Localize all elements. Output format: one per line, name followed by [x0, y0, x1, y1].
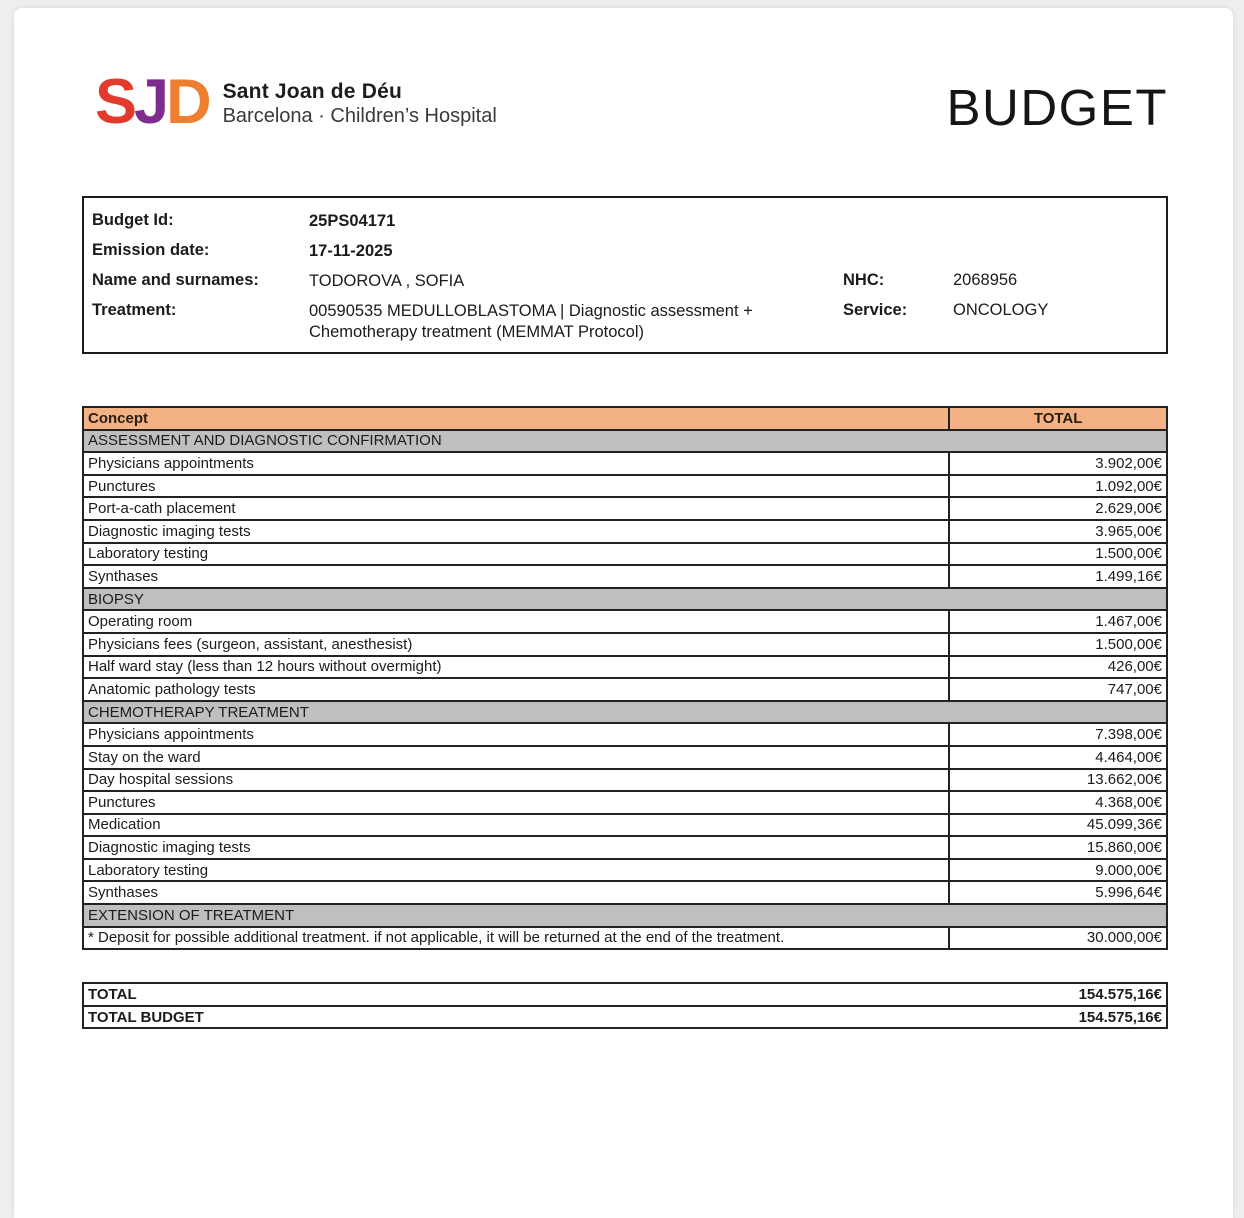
table-row [83, 678, 1167, 701]
service-value: ONCOLOGY [953, 301, 1049, 319]
concept-cell: Diagnostic imaging tests [83, 836, 949, 859]
logo-text [223, 76, 497, 128]
budget-info-box [82, 196, 1168, 354]
table-row [83, 610, 1167, 633]
sjd-logo-icon [95, 67, 209, 137]
totals-table [82, 982, 1168, 1029]
amount-cell: 7.398,00€ [949, 723, 1167, 746]
concept-column-header: Concept [83, 407, 949, 430]
concept-cell: Physicians appointments [83, 452, 949, 475]
amount-cell: 1.092,00€ [949, 475, 1167, 498]
total-label: TOTAL BUDGET [83, 1006, 951, 1029]
table-header-row [83, 407, 1167, 430]
concept-cell: Synthases [83, 565, 949, 588]
total-row [83, 1006, 1167, 1029]
concept-cell: Operating room [83, 610, 949, 633]
concept-cell: * Deposit for possible additional treatment. if not applicable, it will be returned at the end of the treatment. [83, 927, 949, 950]
concept-cell: Physicians appointments [83, 723, 949, 746]
amount-cell: 3.965,00€ [949, 520, 1167, 543]
table-row [83, 881, 1167, 904]
amount-cell: 4.368,00€ [949, 791, 1167, 814]
concept-cell: Punctures [83, 791, 949, 814]
hospital-logo [95, 67, 497, 137]
table-row [83, 723, 1167, 746]
concept-cell: Medication [83, 814, 949, 837]
concept-cell: Day hospital sessions [83, 769, 949, 792]
amount-cell: 426,00€ [949, 656, 1167, 679]
nhc-value: 2068956 [953, 271, 1018, 289]
table-row [83, 497, 1167, 520]
amount-cell: 1.500,00€ [949, 543, 1167, 566]
service-label: Service: [843, 301, 908, 319]
patient-name-label: Name and surnames: [92, 271, 259, 289]
amount-cell: 4.464,00€ [949, 746, 1167, 769]
treatment-label: Treatment: [92, 301, 177, 319]
amount-cell: 15.860,00€ [949, 836, 1167, 859]
concept-cell: Laboratory testing [83, 859, 949, 882]
table-row [83, 475, 1167, 498]
totals-table-body [83, 983, 1167, 1028]
amount-cell: 9.000,00€ [949, 859, 1167, 882]
amount-cell: 45.099,36€ [949, 814, 1167, 837]
logo-letter-j: J [134, 67, 167, 137]
section-label: CHEMOTHERAPY TREATMENT [83, 701, 1167, 724]
table-row [83, 859, 1167, 882]
nhc-label: NHC: [843, 271, 885, 289]
concept-cell: Synthases [83, 881, 949, 904]
info-row-patient-name [92, 265, 1166, 295]
info-row-treatment [92, 295, 1166, 343]
logo-letter-s: S [95, 67, 135, 137]
concept-cell: Diagnostic imaging tests [83, 520, 949, 543]
section-row [83, 588, 1167, 611]
emission-date-label: Emission date: [92, 241, 210, 259]
table-row [83, 814, 1167, 837]
section-row [83, 430, 1167, 453]
total-label: TOTAL [83, 983, 951, 1006]
document-header [95, 67, 1168, 148]
budget-id-label: Budget Id: [92, 211, 174, 229]
section-row [83, 701, 1167, 724]
section-label: ASSESSMENT AND DIAGNOSTIC CONFIRMATION [83, 430, 1167, 453]
concept-cell: Punctures [83, 475, 949, 498]
page-title: BUDGET [946, 79, 1168, 136]
table-row [83, 769, 1167, 792]
table-row [83, 633, 1167, 656]
budget-table-body [83, 430, 1167, 950]
total-amount: 154.575,16€ [951, 983, 1167, 1006]
amount-cell: 5.996,64€ [949, 881, 1167, 904]
concept-cell: Port-a-cath placement [83, 497, 949, 520]
patient-name-value: TODOROVA , SOFIA [309, 272, 465, 290]
amount-cell: 3.902,00€ [949, 452, 1167, 475]
concept-cell: Laboratory testing [83, 543, 949, 566]
amount-cell: 2.629,00€ [949, 497, 1167, 520]
table-row [83, 520, 1167, 543]
concept-cell: Stay on the ward [83, 746, 949, 769]
section-row [83, 904, 1167, 927]
total-column-header: TOTAL [949, 407, 1167, 430]
document-page [14, 8, 1233, 1218]
hospital-name: Sant Joan de Déu [222, 79, 402, 103]
amount-cell: 747,00€ [949, 678, 1167, 701]
emission-date-value: 17-11-2025 [309, 242, 393, 260]
treatment-value: 00590535 MEDULLOBLASTOMA | Diagnostic assessment + Chemotherapy treatment (MEMMAT Protocol) [309, 302, 753, 341]
amount-cell: 1.500,00€ [949, 633, 1167, 656]
table-row [83, 543, 1167, 566]
concept-cell: Physicians fees (surgeon, assistant, anesthesist) [83, 633, 949, 656]
total-row [83, 983, 1167, 1006]
total-amount: 154.575,16€ [951, 1006, 1167, 1029]
section-label: BIOPSY [83, 588, 1167, 611]
table-row [83, 927, 1167, 950]
table-row [83, 791, 1167, 814]
info-row-emission-date [92, 235, 1166, 265]
amount-cell: 30.000,00€ [949, 927, 1167, 950]
budget-id-value: 25PS04171 [309, 212, 396, 230]
table-row [83, 746, 1167, 769]
section-label: EXTENSION OF TREATMENT [83, 904, 1167, 927]
amount-cell: 1.499,16€ [949, 565, 1167, 588]
amount-cell: 13.662,00€ [949, 769, 1167, 792]
info-row-budget-id [92, 205, 1166, 235]
table-row [83, 565, 1167, 588]
concept-cell: Half ward stay (less than 12 hours without overmight) [83, 656, 949, 679]
concept-cell: Anatomic pathology tests [83, 678, 949, 701]
table-row [83, 452, 1167, 475]
table-row [83, 836, 1167, 859]
table-row [83, 656, 1167, 679]
logo-letter-d: D [166, 67, 209, 137]
amount-cell: 1.467,00€ [949, 610, 1167, 633]
hospital-subtitle: Barcelona · Children’s Hospital [222, 104, 497, 127]
budget-table [82, 406, 1168, 950]
